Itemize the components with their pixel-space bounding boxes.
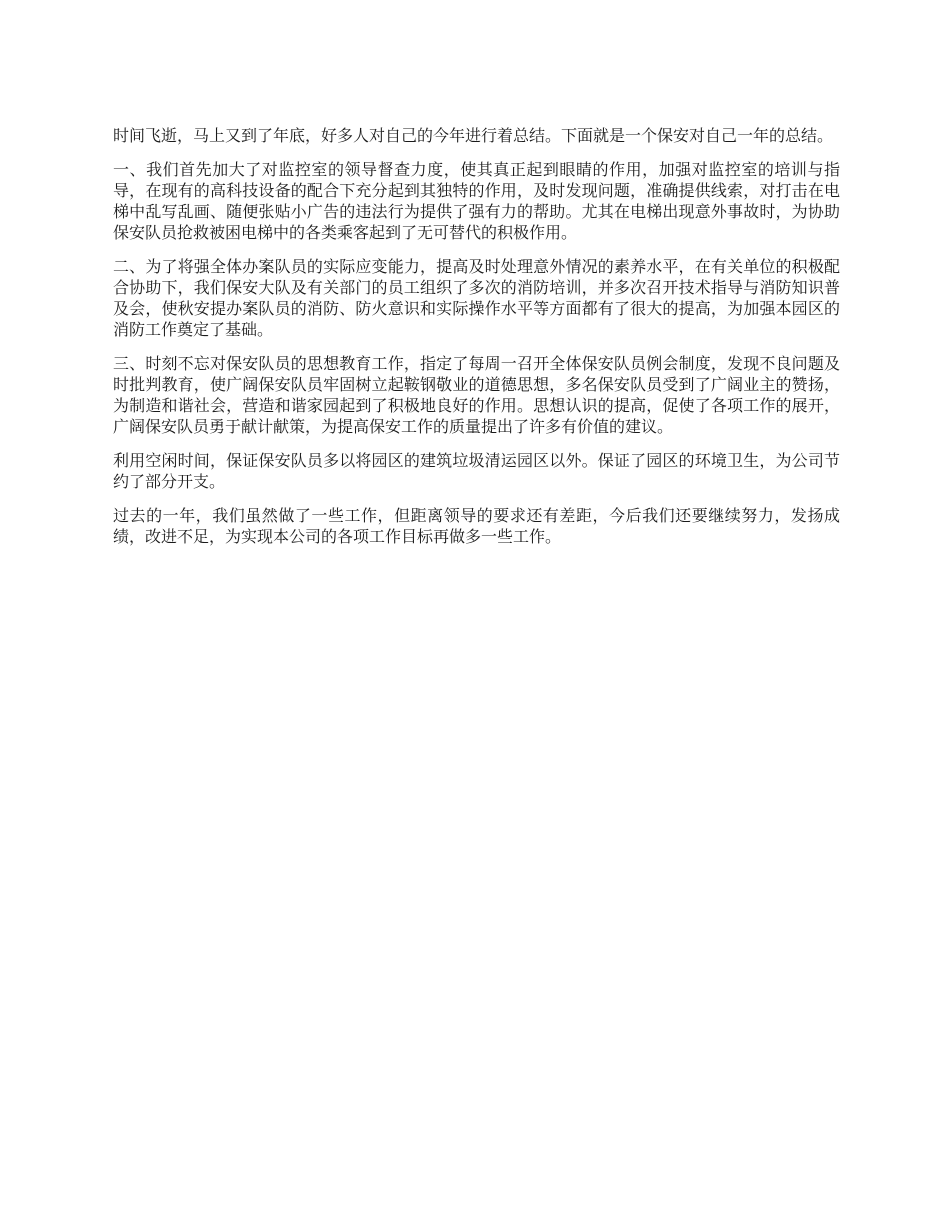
paragraph-cleanup: 利用空闲时间，保证保安队员多以将园区的建筑垃圾清运园区以外。保证了园区的环境卫生，为公司节约了部分开支。	[113, 451, 840, 491]
paragraph-education: 三、时刻不忘对保安队员的思想教育工作，指定了每周一召开全体保安队员例会制度，发现不良问题及时批判教育，使广阔保安队员牢固树立起鞍钢敬业的道德思想，多名保安队员受到了广阔业主的赞扬，为制造和谐社会，营造和谐家园起到了积极地良好的作用。思想认识的提高，促使了各项工作的展开，广阔保安队员勇于献计献策，为提高保安工作的质量提出了许多有价值的建议。	[113, 354, 840, 436]
document-body	[113, 125, 840, 560]
paragraph-conclusion: 过去的一年，我们虽然做了一些工作，但距离领导的要求还有差距，今后我们还要继续努力，发扬成绩，改进不足，为实现本公司的各项工作目标再做多一些工作。	[113, 506, 840, 546]
paragraph-monitoring: 一、我们首先加大了对监控室的领导督查力度，使其真正起到眼睛的作用，加强对监控室的培训与指导，在现有的高科技设备的配合下充分起到其独特的作用，及时发现问题，准确提供线索，对打击在电梯中乱写乱画、随便张贴小广告的违法行为提供了强有力的帮助。尤其在电梯出现意外事故时，为协助保安队员抢救被困电梯中的各类乘客起到了无可替代的积极作用。	[113, 160, 840, 242]
paragraph-intro: 时间飞逝，马上又到了年底，好多人对自己的今年进行着总结。下面就是一个保安对自己一年的总结。	[113, 126, 834, 145]
paragraph-fire-training: 二、为了将强全体办案队员的实际应变能力，提高及时处理意外情况的素养水平，在有关单位的积极配合协助下，我们保安大队及有关部门的员工组织了多次的消防培训，并多次召开技术指导与消防知识普及会，使秋安提办案队员的消防、防火意识和实际操作水平等方面都有了很大的提高，为加强本园区的消防工作奠定了基础。	[113, 257, 840, 339]
